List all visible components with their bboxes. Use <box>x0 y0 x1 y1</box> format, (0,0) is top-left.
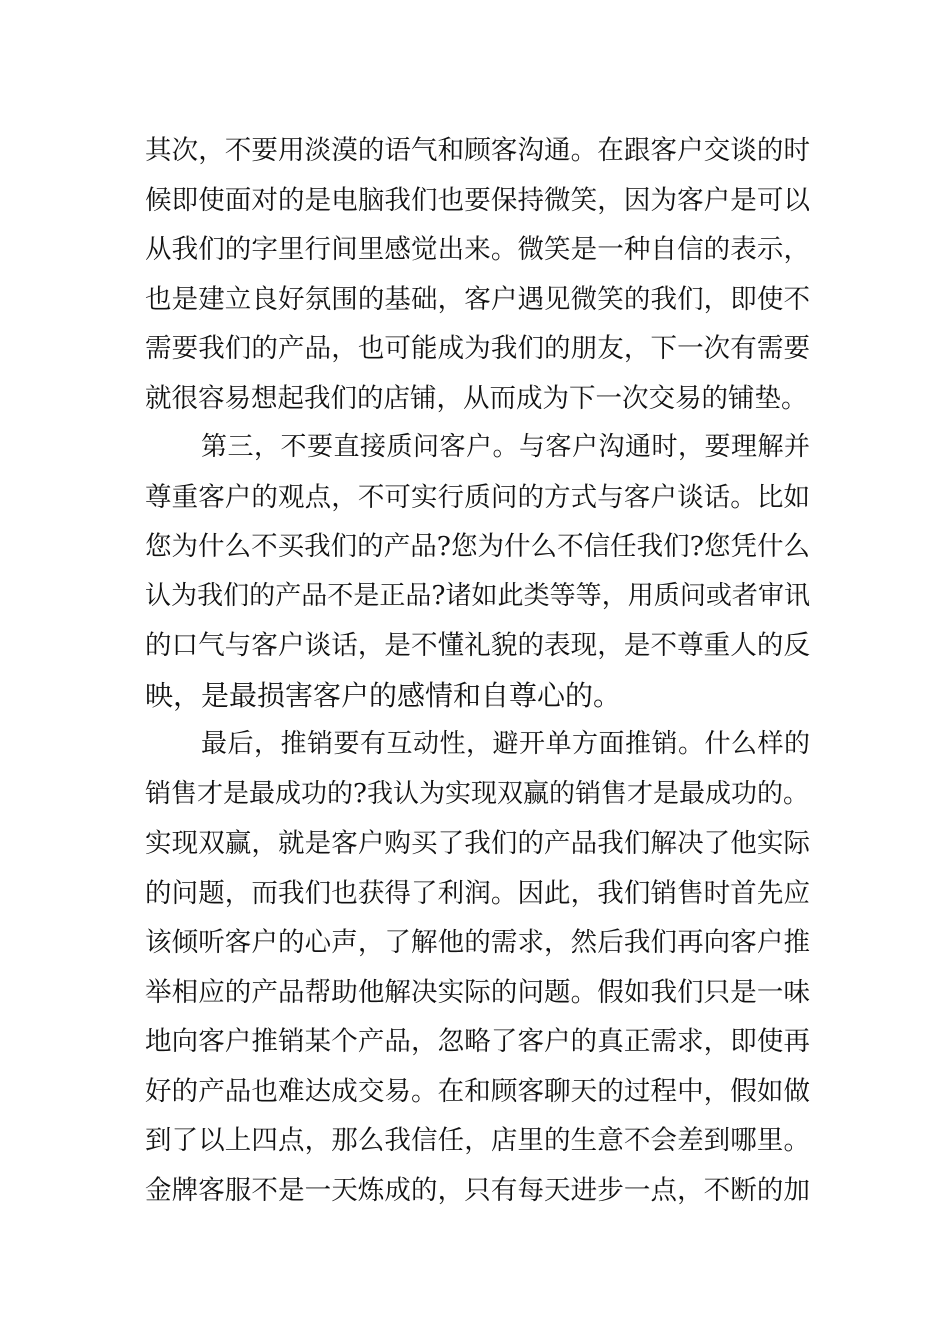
text-line: 的口气与客户谈话，是不懂礼貌的表现，是不尊重人的反 <box>145 630 810 661</box>
text-line: 其次，不要用淡漠的语气和顾客沟通。在跟客户交谈的时 <box>145 135 810 166</box>
text-line: 地向客户推销某个产品，忽略了客户的真正需求，即使再 <box>145 1026 810 1057</box>
text-line: 需要我们的产品，也可能成为我们的朋友，下一次有需要 <box>145 333 810 364</box>
text-line: 尊重客户的观点，不可实行质问的方式与客户谈话。比如 <box>145 481 810 513</box>
text-line: 该倾听客户的心声，了解他的需求，然后我们再向客户推 <box>145 927 810 958</box>
paragraph-start-line: 最后，推销要有互动性，避开单方面推销。什么样的 <box>201 729 810 759</box>
text-line: 也是建立良好氛围的基础，客户遇见微笑的我们，即使不 <box>145 283 810 315</box>
text-line: 到了以上四点，那么我信任，店里的生意不会差到哪里。 <box>145 1125 810 1156</box>
text-line: 您为什么不买我们的产品?您为什么不信任我们?您凭什么 <box>145 531 810 562</box>
text-line: 就很容易想起我们的店铺，从而成为下一次交易的铺垫。 <box>145 382 808 414</box>
paragraph-start-line: 第三，不要直接质问客户。与客户沟通时，要理解并 <box>201 432 810 462</box>
text-line: 候即使面对的是电脑我们也要保持微笑，因为客户是可以 <box>145 184 810 216</box>
text-line: 从我们的字里行间里感觉出来。微笑是一种自信的表示， <box>145 234 810 265</box>
text-line: 实现双赢，就是客户购买了我们的产品我们解决了他实际 <box>145 828 810 859</box>
text-line: 销售才是最成功的?我认为实现双赢的销售才是最成功的。 <box>145 778 809 809</box>
document-page <box>145 126 810 1215</box>
text-line: 金牌客服不是一天炼成的，只有每天进步一点，不断的加 <box>145 1174 810 1206</box>
text-line: 好的产品也难达成交易。在和顾客聊天的过程中，假如做 <box>145 1075 810 1107</box>
text-line: 认为我们的产品不是正品?诸如此类等等，用质问或者审讯 <box>145 580 810 611</box>
text-line: 的问题，而我们也获得了利润。因此，我们销售时首先应 <box>145 877 810 909</box>
text-line: 举相应的产品帮助他解决实际的问题。假如我们只是一味 <box>145 976 810 1008</box>
text-line: 映，是最损害客户的感情和自尊心的。 <box>145 678 622 712</box>
